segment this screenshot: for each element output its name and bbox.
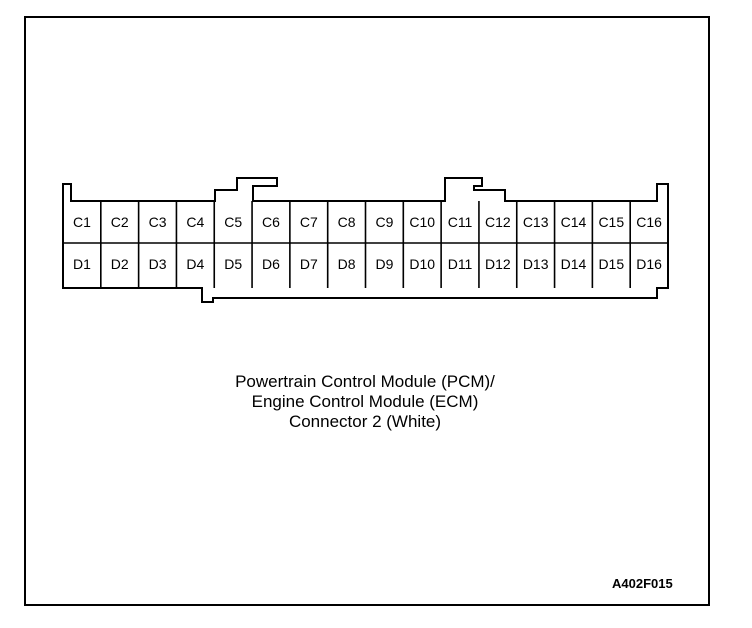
- pin-label: C5: [224, 214, 243, 230]
- caption-line-1: Powertrain Control Module (PCM)/: [235, 372, 495, 391]
- pin-label: D1: [72, 256, 91, 272]
- pin-label: C8: [337, 214, 356, 230]
- pin-label: C9: [375, 214, 394, 230]
- pin-label: C1: [72, 214, 91, 230]
- pin-label: D12: [485, 256, 511, 272]
- pin-label: C3: [148, 214, 167, 230]
- pin-label: D4: [186, 256, 205, 272]
- pin-label: D13: [522, 256, 549, 272]
- caption-line-3: Connector 2 (White): [288, 412, 442, 431]
- pin-label: D10: [409, 256, 436, 272]
- pin-label: D6: [262, 256, 280, 272]
- pin-label: C12: [485, 214, 511, 230]
- pin-label: C11: [447, 214, 473, 230]
- pin-label: D11: [447, 256, 473, 272]
- pin-label: C10: [409, 214, 436, 230]
- figure-id-label: A402F015: [612, 576, 673, 591]
- pin-label: C7: [299, 214, 318, 230]
- pin-label: C14: [560, 214, 587, 230]
- pin-label: D3: [148, 256, 167, 272]
- pin-label: C6: [262, 214, 280, 230]
- pin-label: D15: [598, 256, 625, 272]
- pin-label: D5: [224, 256, 243, 272]
- pin-label: D7: [299, 256, 318, 272]
- pin-label: C4: [186, 214, 205, 230]
- pin-label: D14: [560, 256, 587, 272]
- pin-label: C15: [598, 214, 625, 230]
- pin-label: C13: [522, 214, 549, 230]
- caption-line-2: Engine Control Module (ECM): [251, 392, 479, 411]
- pin-label: D9: [375, 256, 394, 272]
- pin-label: D2: [110, 256, 129, 272]
- pin-label: D16: [636, 256, 662, 272]
- pin-label: C2: [110, 214, 129, 230]
- pin-label: C16: [636, 214, 662, 230]
- pin-label: D8: [337, 256, 356, 272]
- connector-caption: [150, 372, 580, 432]
